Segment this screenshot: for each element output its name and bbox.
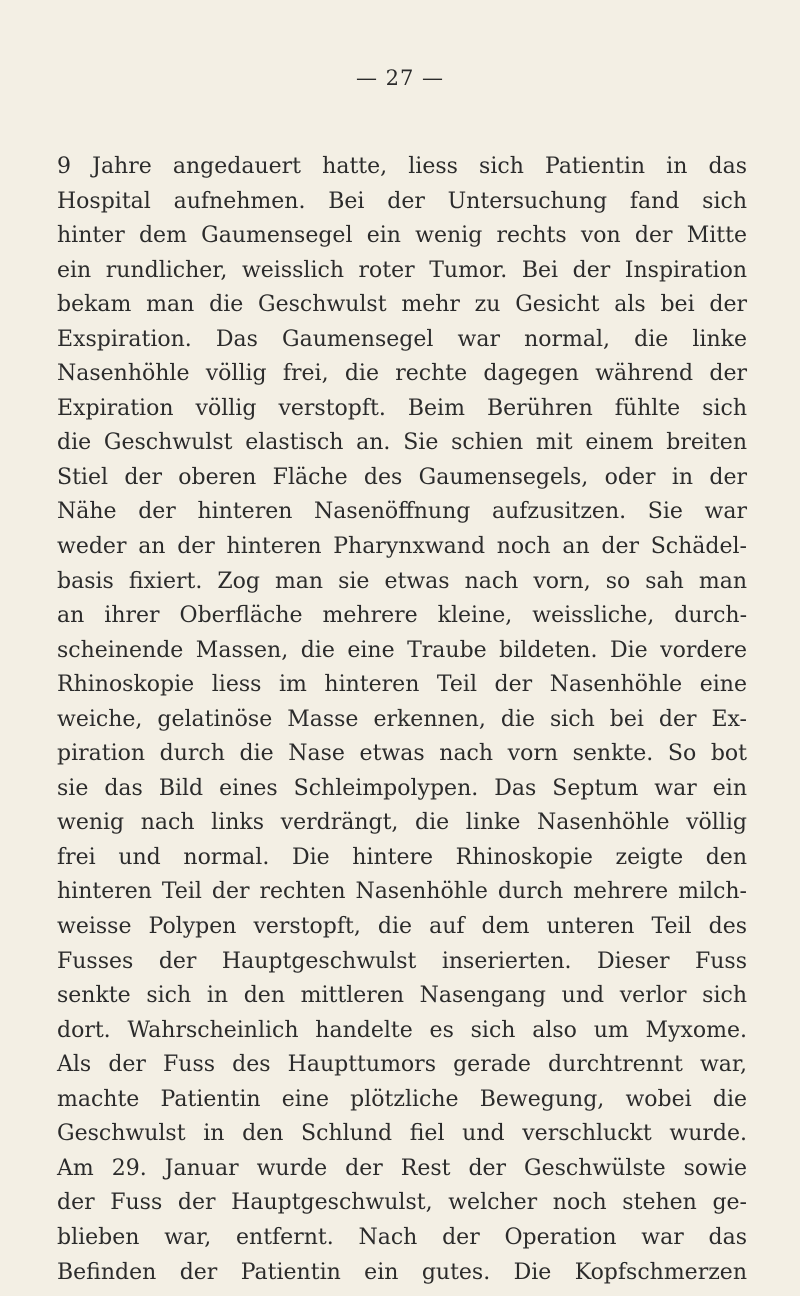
text-line: hinter dem Gaumensegel ein wenig rechts von der Mitte	[57, 223, 747, 249]
body-text	[57, 150, 747, 1290]
text-line: dort. Wahrscheinlich handelte es sich also um Myxome.	[57, 1017, 747, 1043]
text-line: sie das Bild eines Schleimpolypen. Das Septum war ein	[57, 775, 747, 801]
text-line: 9 Jahre angedauert hatte, liess sich Patientin in das	[57, 154, 747, 179]
text-line: an ihrer Oberfläche mehrere kleine, weissliche, durch-	[57, 603, 747, 629]
text-line: Nasenhöhle völlig frei, die rechte dagegen während der	[57, 361, 747, 387]
text-line: Hospital aufnehmen. Bei der Untersuchung fand sich	[57, 188, 747, 214]
text-line: Exspiration. Das Gaumensegel war normal, die linke	[57, 326, 747, 352]
text-line: die Geschwulst elastisch an. Sie schien mit einem breiten	[57, 430, 747, 456]
text-line: Als der Fuss des Haupttumors gerade durchtrennt war,	[57, 1052, 747, 1078]
text-line: weisse Polypen verstopft, die auf dem unteren Teil des	[57, 914, 747, 940]
text-line: bekam man die Geschwulst mehr zu Gesicht als bei der	[57, 292, 747, 318]
text-line: Befinden der Patientin ein gutes. Die Kopfschmerzen	[57, 1259, 747, 1285]
text-line: machte Patientin eine plötzliche Bewegung, wobei die	[57, 1086, 747, 1112]
text-line: piration durch die Nase etwas nach vorn senkte. So bot	[57, 741, 747, 767]
text-line: Am 29. Januar wurde der Rest der Geschwülste sowie	[57, 1155, 747, 1181]
text-line: scheinende Massen, die eine Traube bildeten. Die vordere	[57, 637, 747, 663]
text-line: weder an der hinteren Pharynxwand noch an der Schädel-	[57, 534, 747, 560]
text-line: blieben war, entfernt. Nach der Operation war das	[57, 1224, 747, 1250]
text-line: frei und normal. Die hintere Rhinoskopie zeigte den	[57, 844, 747, 870]
text-line: der Fuss der Hauptgeschwulst, welcher noch stehen ge-	[57, 1190, 747, 1216]
text-line: senkte sich in den mittleren Nasengang und verlor sich	[57, 983, 747, 1009]
text-line: Stiel der oberen Fläche des Gaumensegels, oder in der	[57, 464, 747, 490]
text-line: Fusses der Hauptgeschwulst inserierten. Dieser Fuss	[57, 948, 747, 974]
text-line: basis fixiert. Zog man sie etwas nach vorn, so sah man	[57, 568, 747, 594]
text-line: ein rundlicher, weisslich roter Tumor. Bei der Inspiration	[57, 257, 747, 283]
text-line: Geschwulst in den Schlund fiel und verschluckt wurde.	[57, 1121, 747, 1147]
text-line: Nähe der hinteren Nasenöffnung aufzusitzen. Sie war	[57, 499, 747, 525]
text-line: wenig nach links verdrängt, die linke Nasenhöhle völlig	[57, 810, 747, 836]
text-line: weiche, gelatinöse Masse erkennen, die sich bei der Ex-	[57, 706, 747, 732]
page-number: — 27 —	[355, 66, 445, 90]
text-line: hinteren Teil der rechten Nasenhöhle durch mehrere milch-	[57, 879, 747, 905]
text-line: Expiration völlig verstopft. Beim Berühren fühlte sich	[57, 395, 747, 421]
text-line: Rhinoskopie liess im hinteren Teil der Nasenhöhle eine	[57, 672, 747, 698]
